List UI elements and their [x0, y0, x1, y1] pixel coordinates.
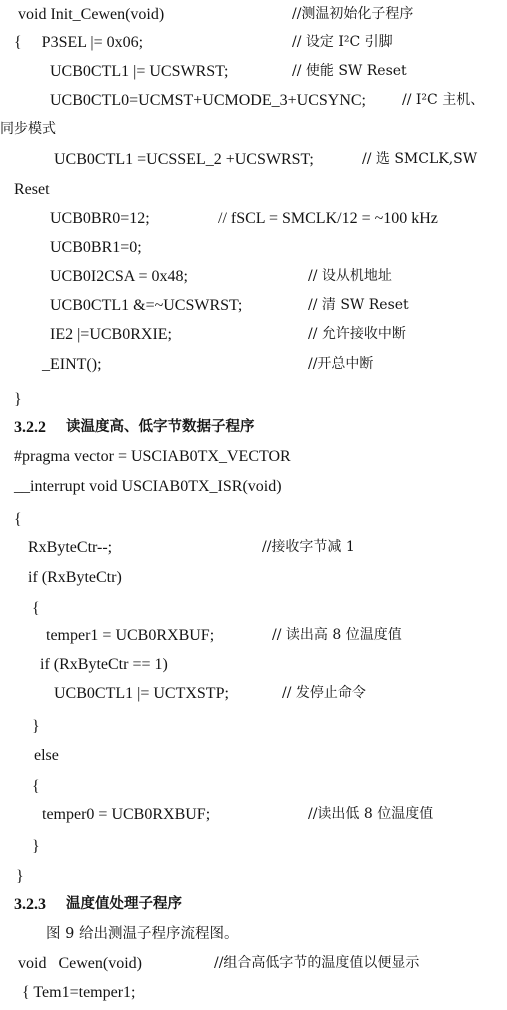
- code-line: [0, 772, 507, 801]
- code-line: [0, 712, 507, 741]
- code-line: [0, 204, 507, 233]
- section-number: 3.2.3: [14, 896, 46, 913]
- code-line: [0, 978, 507, 1007]
- code-comment: // 发停止命令: [282, 685, 366, 701]
- code-text: { P3SEL |= 0x06;: [14, 34, 144, 51]
- code-comment: //读出低 8 位温度值: [308, 806, 434, 822]
- code-text: UCB0CTL1 &=~UCSWRST;: [50, 297, 243, 314]
- code-text: UCB0CTL1 =UCSSEL_2 +UCSWRST;: [54, 151, 314, 168]
- code-line: [0, 679, 507, 708]
- code-comment: //组合高低字节的温度值以便显示: [214, 955, 420, 971]
- code-line: [0, 175, 507, 204]
- code-text: __interrupt void USCIAB0TX_ISR(void): [14, 478, 282, 495]
- code-line: [0, 621, 507, 650]
- code-text: else: [34, 747, 59, 764]
- code-text: }: [16, 868, 24, 885]
- section-heading: [0, 413, 507, 442]
- code-text: _EINT();: [42, 356, 102, 373]
- section-title: 温度值处理子程序: [66, 896, 182, 912]
- code-line: [0, 0, 507, 29]
- code-comment: // 设定 I²C 引脚: [292, 34, 393, 50]
- code-line: [0, 442, 507, 471]
- code-line: [0, 741, 507, 770]
- code-text: #pragma vector = USCIAB0TX_VECTOR: [14, 448, 291, 465]
- code-line: [0, 233, 507, 262]
- code-line: [0, 291, 507, 320]
- code-text: {: [14, 511, 22, 528]
- code-line: [0, 350, 507, 379]
- prose-text: 同步模式: [0, 121, 56, 137]
- code-text: }: [32, 838, 40, 855]
- code-comment: // 读出高 8 位温度值: [272, 627, 402, 643]
- code-line: [0, 862, 507, 891]
- code-line: [0, 505, 507, 534]
- code-comment: // 选 SMCLK,SW: [362, 151, 478, 167]
- code-text: UCB0BR0=12;: [50, 210, 150, 227]
- code-comment: // 允许接收中断: [308, 326, 406, 342]
- section-number: 3.2.2: [14, 419, 46, 436]
- code-text: {: [32, 600, 40, 617]
- code-line: [0, 650, 507, 679]
- prose-line: [0, 115, 507, 144]
- code-text: void Init_Cewen(void): [18, 6, 165, 23]
- code-line: [0, 385, 507, 414]
- code-text: IE2 |=UCB0RXIE;: [50, 326, 172, 343]
- code-text: UCB0BR1=0;: [50, 239, 142, 256]
- code-text: UCB0CTL0=UCMST+UCMODE_3+UCSYNC;: [50, 92, 366, 109]
- code-text: Reset: [14, 181, 50, 198]
- code-line: [0, 28, 507, 57]
- code-line: [0, 533, 507, 562]
- code-line: [0, 145, 507, 174]
- code-text: { Tem1=temper1;: [22, 984, 136, 1001]
- code-comment: // fSCL = SMCLK/12 = ~100 kHz: [218, 210, 438, 227]
- code-text: RxByteCtr--;: [28, 539, 113, 556]
- code-line: [0, 832, 507, 861]
- code-text: }: [32, 718, 40, 735]
- code-text: {: [32, 778, 40, 795]
- code-comment: // 使能 SW Reset: [292, 63, 407, 79]
- code-line: [0, 86, 507, 115]
- code-text: void Cewen(void): [18, 955, 142, 972]
- section-title: 读温度高、低字节数据子程序: [66, 419, 255, 435]
- code-comment: // I²C 主机、: [402, 92, 485, 108]
- code-line: [0, 472, 507, 501]
- section-heading: [0, 890, 507, 919]
- code-text: UCB0CTL1 |= UCTXSTP;: [54, 685, 229, 702]
- code-comment: // 设从机地址: [308, 268, 392, 284]
- code-line: [0, 800, 507, 829]
- code-text: temper1 = UCB0RXBUF;: [46, 627, 215, 644]
- code-comment: // 清 SW Reset: [308, 297, 409, 313]
- code-line: [0, 563, 507, 592]
- code-text: UCB0I2CSA = 0x48;: [50, 268, 188, 285]
- prose-line: [0, 920, 507, 949]
- code-line: [0, 262, 507, 291]
- code-comment: //开总中断: [308, 356, 374, 372]
- code-comment: //接收字节减 1: [262, 539, 355, 555]
- code-text: UCB0CTL1 |= UCSWRST;: [50, 63, 229, 80]
- prose-text: 图 9 给出测温子程序流程图。: [46, 926, 239, 942]
- code-line: [0, 949, 507, 978]
- code-text: temper0 = UCB0RXBUF;: [42, 806, 211, 823]
- code-text: }: [14, 391, 22, 408]
- code-line: [0, 320, 507, 349]
- code-text: if (RxByteCtr == 1): [40, 656, 168, 673]
- code-comment: //测温初始化子程序: [292, 6, 414, 22]
- code-line: [0, 594, 507, 623]
- code-text: if (RxByteCtr): [28, 569, 122, 586]
- code-line: [0, 57, 507, 86]
